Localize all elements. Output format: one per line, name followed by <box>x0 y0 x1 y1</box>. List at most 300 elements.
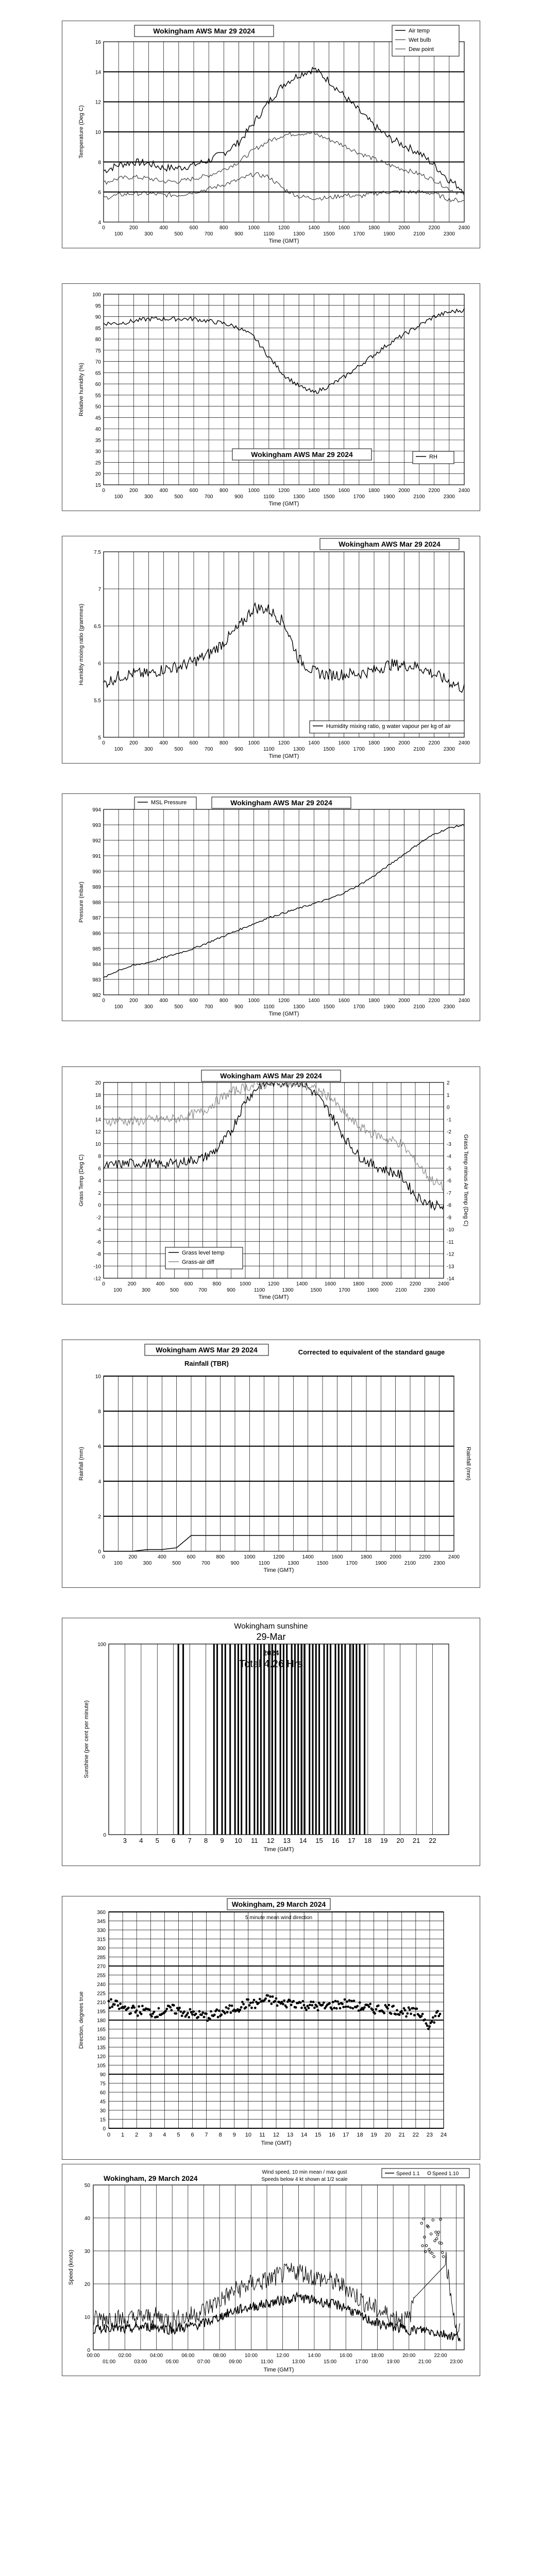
x-tick-label: 17:00 <box>355 2359 368 2365</box>
sunshine-bar <box>216 1644 218 1835</box>
x-tick-label: 1200 <box>267 1281 280 1287</box>
direction-point <box>363 2006 366 2009</box>
x-tick-label: 0 <box>102 1281 105 1287</box>
x-tick-label: 200 <box>129 740 138 746</box>
y-tick-label: 75 <box>99 2081 106 2087</box>
x-tick-label: 200 <box>129 488 138 494</box>
x-tick-label: 900 <box>230 1561 240 1566</box>
y2-tick-label: 0 <box>447 1105 450 1111</box>
x-tick-label: 05:00 <box>165 2359 179 2365</box>
x-tick-label: 1500 <box>323 1004 335 1010</box>
direction-point <box>115 2000 118 2003</box>
direction-point <box>348 1999 351 2002</box>
x-tick-label: 1800 <box>368 740 380 746</box>
x-tick-label: 500 <box>170 1287 179 1293</box>
direction-point <box>304 2007 307 2009</box>
y-tick-label: 16 <box>95 1105 101 1111</box>
y2-tick-label: -7 <box>447 1190 451 1196</box>
wind-direction-chart-panel <box>62 1896 480 2160</box>
chart-title: Wokingham AWS Mar 29 2024 <box>251 450 353 459</box>
sunshine-bar <box>241 1644 242 1835</box>
x-axis-label: Time (GMT) <box>268 1011 299 1017</box>
direction-point <box>369 2003 371 2005</box>
direction-point <box>301 2000 304 2003</box>
y-tick-label: 70 <box>95 359 101 365</box>
chart-subtitle: Rainfall (TBR) <box>184 1360 229 1367</box>
direction-point <box>339 2007 342 2010</box>
x-tick-label: 4 <box>139 1837 143 1844</box>
sunshine-bar <box>275 1644 276 1835</box>
x-tick-label: 1300 <box>293 494 305 500</box>
gust-marker <box>436 2234 438 2236</box>
x-tick-label: 2100 <box>395 1287 407 1293</box>
direction-point <box>387 2004 390 2006</box>
direction-point <box>108 2000 110 2003</box>
x-tick-label: 200 <box>127 1281 137 1287</box>
direction-point <box>432 2016 434 2019</box>
x-tick-label: 7 <box>205 2132 208 2138</box>
x-tick-label: 1200 <box>273 1554 285 1560</box>
y-tick-label: 255 <box>97 1973 106 1979</box>
y2-axis-label: Grass Temp minus Air Temp (Deg C) <box>463 1134 469 1227</box>
x-tick-label: 2200 <box>428 225 440 231</box>
direction-point <box>205 2012 208 2015</box>
direction-point <box>242 2003 245 2006</box>
x-tick-label: 700 <box>204 494 213 500</box>
direction-point <box>224 2012 226 2014</box>
sunshine-bar <box>330 1644 331 1835</box>
x-tick-label: 1500 <box>316 1561 329 1566</box>
direction-point <box>299 2002 302 2004</box>
y-tick-label: 45 <box>99 2099 106 2105</box>
y-axis-label: Rainfall (mm) <box>78 1447 84 1481</box>
direction-point <box>156 2015 159 2018</box>
y-tick-label: 0 <box>98 1202 101 1209</box>
y-tick-label: -6 <box>96 1239 101 1245</box>
y-tick-label: 7 <box>98 587 101 592</box>
x-tick-label: 900 <box>234 494 243 500</box>
wind-speed-chart-panel <box>62 2164 480 2376</box>
mixing-ratio-chart <box>62 536 480 763</box>
x-tick-label: 16 <box>331 1837 340 1844</box>
y-tick-label: 992 <box>92 838 101 844</box>
x-tick-label: 2100 <box>413 231 425 237</box>
legend-entry: Grass-air diff <box>182 1259 214 1265</box>
direction-point <box>344 1998 346 2001</box>
x-tick-label: 900 <box>234 747 243 752</box>
x-tick-label: 700 <box>198 1287 207 1293</box>
y-tick-label: 982 <box>92 993 101 998</box>
direction-point <box>398 2013 401 2016</box>
x-tick-label: 1600 <box>338 225 350 231</box>
y-tick-label: 315 <box>97 1937 106 1943</box>
x-tick-label: 1000 <box>248 225 260 231</box>
chart-note: Corrected to equivalent of the standard gauge <box>298 1348 445 1356</box>
x-tick-label: 18 <box>357 2132 363 2138</box>
x-tick-label: 0 <box>107 2132 111 2138</box>
x-tick-label: 2400 <box>458 740 470 746</box>
x-tick-label: 1100 <box>263 494 275 500</box>
direction-point <box>170 2009 173 2011</box>
x-tick-label: 100 <box>114 231 123 237</box>
sunshine-bar <box>312 1644 314 1835</box>
y-tick-label: 360 <box>97 1910 106 1916</box>
y-tick-label: 5 <box>98 735 101 741</box>
x-axis-label: Time (GMT) <box>268 753 299 759</box>
direction-point <box>353 1999 356 2002</box>
x-tick-label: 1800 <box>368 225 380 231</box>
chart-total: Total 4.26 Hrs <box>239 1658 303 1670</box>
y2-tick-label: -5 <box>447 1166 451 1172</box>
legend-entry: Speed 1.1 <box>396 2171 420 2177</box>
sunshine-bar <box>297 1644 299 1835</box>
y-tick-label: 4 <box>98 220 101 226</box>
x-tick-label: 2100 <box>413 494 425 500</box>
y-tick-label: 8 <box>98 1154 101 1160</box>
x-tick-label: 14 <box>301 2132 308 2138</box>
direction-point <box>259 1998 261 2001</box>
y-tick-label: 18 <box>95 1092 101 1098</box>
sunshine-bar <box>294 1644 296 1835</box>
x-tick-label: 2 <box>135 2132 139 2138</box>
direction-point <box>358 2009 360 2012</box>
y2-tick-label: -13 <box>447 1264 454 1270</box>
chart-note: Wind speed, 10 min mean / max gust <box>262 2170 347 2175</box>
direction-point <box>215 2008 218 2011</box>
x-tick-label: 1600 <box>331 1554 343 1560</box>
x-tick-label: 1400 <box>296 1281 308 1287</box>
y-tick-label: 8 <box>98 160 101 166</box>
y-tick-label: 345 <box>97 1919 106 1925</box>
x-tick-label: 18 <box>364 1837 372 1844</box>
sunshine-bar <box>324 1644 325 1835</box>
direction-point <box>420 2015 423 2018</box>
x-tick-label: 22:00 <box>434 2353 447 2359</box>
y-axis-label: Temperature (Deg C) <box>78 105 84 159</box>
direction-point <box>200 2013 203 2016</box>
direction-point <box>336 2001 339 2003</box>
direction-point <box>409 2008 411 2011</box>
y-tick-label: 30 <box>95 449 101 455</box>
direction-point <box>187 2012 189 2014</box>
y-tick-label: 20 <box>95 471 101 478</box>
y-tick-label: 7.5 <box>94 550 101 555</box>
x-tick-label: 2400 <box>458 488 470 494</box>
x-tick-label: 12 <box>267 1837 275 1844</box>
y2-tick-label: -3 <box>447 1141 451 1147</box>
x-tick-label: 8 <box>218 2132 222 2138</box>
direction-point <box>337 2003 340 2005</box>
sunshine-bar <box>291 1644 293 1835</box>
temperature-chart-panel <box>62 21 480 248</box>
x-tick-label: 1300 <box>293 747 305 752</box>
direction-point <box>230 2011 232 2014</box>
x-tick-label: 200 <box>129 998 138 1004</box>
y-tick-label: 240 <box>97 1982 106 1988</box>
y-tick-label: 135 <box>97 2045 106 2051</box>
direction-point <box>239 2009 242 2011</box>
x-tick-label: 1700 <box>346 1561 358 1566</box>
direction-point <box>272 1995 274 1998</box>
direction-point <box>251 2001 254 2004</box>
x-tick-label: 1800 <box>360 1554 373 1560</box>
x-tick-label: 700 <box>204 1004 213 1010</box>
sunshine-bar <box>246 1644 247 1835</box>
chart-subtitle: 5 minute mean wind direction <box>245 1915 313 1921</box>
direction-point <box>350 2000 353 2003</box>
x-tick-label: 1800 <box>352 1281 365 1287</box>
x-tick-label: 600 <box>189 740 198 746</box>
sunshine-bar <box>272 1644 273 1835</box>
direction-point <box>127 2007 130 2009</box>
x-tick-label: 500 <box>174 494 183 500</box>
x-tick-label: 8 <box>204 1837 208 1844</box>
chart-title: Wokingham, 29 March 2024 <box>231 1900 326 1908</box>
sunshine-bar <box>301 1644 302 1835</box>
x-tick-label: 17 <box>343 2132 349 2138</box>
y-tick-label: 75 <box>95 348 101 354</box>
x-tick-label: 1 <box>121 2132 125 2138</box>
direction-point <box>426 2024 429 2027</box>
direction-point <box>427 2028 430 2030</box>
y-tick-label: 6 <box>98 1166 101 1172</box>
x-tick-label: 1400 <box>308 998 320 1004</box>
y-tick-label: 984 <box>92 962 101 968</box>
x-tick-label: 1100 <box>263 231 275 237</box>
x-tick-label: 400 <box>157 1554 166 1560</box>
direction-point <box>342 2006 345 2008</box>
x-tick-label: 1500 <box>310 1287 322 1293</box>
x-tick-label: 2300 <box>443 494 455 500</box>
y2-tick-label: 1 <box>447 1092 450 1098</box>
y-tick-label: 60 <box>95 382 101 388</box>
x-tick-label: 2300 <box>443 1004 455 1010</box>
x-tick-label: 1800 <box>368 998 380 1004</box>
direction-point <box>371 2009 374 2011</box>
chart-title: Wokingham AWS Mar 29 2024 <box>156 1346 258 1354</box>
direction-point <box>349 2006 352 2009</box>
x-tick-label: 400 <box>159 998 168 1004</box>
x-tick-label: 24 <box>440 2132 447 2138</box>
x-tick-label: 10:00 <box>244 2353 258 2359</box>
direction-point <box>258 2002 260 2004</box>
wind-direction-chart <box>62 1896 480 2159</box>
x-tick-label: 200 <box>129 225 138 231</box>
gust-marker <box>434 2240 436 2242</box>
direction-point <box>300 2007 303 2009</box>
y2-tick-label: -11 <box>447 1239 454 1245</box>
direction-point <box>124 2005 126 2008</box>
x-tick-label: 2400 <box>458 225 470 231</box>
y-tick-label: 80 <box>95 337 101 343</box>
y-tick-label: 50 <box>84 2183 90 2189</box>
x-tick-label: 800 <box>219 740 228 746</box>
x-tick-label: 9 <box>220 1837 224 1844</box>
direction-point <box>390 2012 393 2015</box>
direction-point <box>253 1999 256 2002</box>
direction-point <box>231 2005 233 2007</box>
direction-point <box>374 2012 376 2015</box>
x-tick-label: 1100 <box>253 1287 265 1293</box>
direction-point <box>269 1995 272 1998</box>
sunshine-bar <box>182 1644 184 1835</box>
direction-point <box>150 2015 153 2018</box>
direction-point <box>282 2003 284 2006</box>
y2-tick-label: -2 <box>447 1129 451 1135</box>
y-tick-label: 10 <box>95 130 101 135</box>
y-tick-label: 10 <box>95 1141 101 1147</box>
y-tick-label: 991 <box>92 854 101 859</box>
x-tick-label: 400 <box>156 1281 165 1287</box>
x-tick-label: 300 <box>143 1561 152 1566</box>
temperature-chart <box>62 21 480 248</box>
gust-marker <box>433 2256 435 2258</box>
x-tick-label: 500 <box>174 231 183 237</box>
direction-point <box>250 2007 253 2009</box>
x-tick-label: 1700 <box>339 1287 350 1293</box>
y-tick-label: 225 <box>97 1991 106 1997</box>
direction-point <box>254 2007 257 2009</box>
humidity-chart-panel <box>62 283 480 511</box>
x-tick-label: 4 <box>163 2132 166 2138</box>
direction-point <box>400 2010 403 2012</box>
direction-point <box>148 2008 151 2011</box>
x-tick-label: 1900 <box>383 1004 395 1010</box>
plot-frame <box>93 2185 464 2350</box>
direction-point <box>281 2001 283 2003</box>
y2-tick-label: -6 <box>447 1178 451 1184</box>
rainfall-chart <box>62 1340 480 1587</box>
direction-point <box>198 2010 201 2013</box>
direction-point <box>236 2008 239 2011</box>
y-tick-label: 30 <box>99 2108 106 2114</box>
direction-point <box>292 2000 295 2003</box>
x-tick-label: 2000 <box>398 225 410 231</box>
x-tick-label: 3 <box>149 2132 153 2138</box>
y-tick-label: 10 <box>95 1374 101 1380</box>
direction-point <box>431 2021 433 2023</box>
direction-point <box>396 2009 398 2012</box>
direction-point <box>119 2003 122 2005</box>
sunshine-bar <box>286 1644 288 1835</box>
x-tick-label: 700 <box>201 1561 210 1566</box>
y-tick-label: -2 <box>96 1215 101 1221</box>
direction-point <box>317 2009 319 2012</box>
x-tick-label: 2100 <box>413 1004 425 1010</box>
y-tick-label: 285 <box>97 1955 106 1961</box>
y-tick-label: 5.5 <box>94 698 101 704</box>
gust-marker <box>435 2231 437 2233</box>
x-tick-label: 2400 <box>458 998 470 1004</box>
sunshine-bar <box>352 1644 354 1835</box>
y-axis-label: Relative humidity (%) <box>78 363 84 416</box>
x-tick-label: 19 <box>370 2132 377 2138</box>
sunshine-bar <box>318 1644 320 1835</box>
direction-point <box>275 1997 278 2000</box>
y-tick-label: 16 <box>95 40 101 45</box>
y-tick-label: 95 <box>95 303 101 309</box>
sunshine-bar <box>327 1644 328 1835</box>
x-tick-label: 1700 <box>353 231 365 237</box>
x-tick-label: 600 <box>187 1554 196 1560</box>
direction-point <box>401 2012 404 2015</box>
x-tick-label: 1400 <box>308 225 320 231</box>
legend-entry: Dew point <box>409 46 434 53</box>
y-tick-label: 4 <box>98 1479 101 1485</box>
y-axis-label: Speed (knots) <box>68 2249 74 2285</box>
y-tick-label: 994 <box>92 807 101 813</box>
sunshine-bar <box>222 1644 223 1835</box>
x-tick-label: 20:00 <box>402 2353 416 2359</box>
x-tick-label: 2100 <box>404 1561 416 1566</box>
direction-point <box>201 2011 204 2014</box>
direction-point <box>164 2010 167 2012</box>
x-tick-label: 1300 <box>288 1561 299 1566</box>
y-tick-label: 300 <box>97 1946 106 1952</box>
y-tick-label: 985 <box>92 946 101 952</box>
direction-point <box>303 2004 306 2007</box>
direction-point <box>375 2008 378 2011</box>
direction-point <box>113 2003 116 2006</box>
x-tick-label: 14 <box>299 1837 307 1844</box>
direction-point <box>267 1994 269 1997</box>
x-tick-label: 2200 <box>428 998 440 1004</box>
direction-point <box>189 2008 192 2011</box>
direction-point <box>188 2016 190 2019</box>
direction-point <box>209 2018 211 2020</box>
y-tick-label: 55 <box>95 393 101 399</box>
direction-point <box>413 2014 416 2016</box>
y2-tick-label: 2 <box>447 1080 450 1086</box>
y2-tick-label: -10 <box>447 1227 454 1233</box>
direction-point <box>180 2010 182 2013</box>
x-tick-label: 2400 <box>437 1281 450 1287</box>
x-tick-label: 1100 <box>258 1561 270 1566</box>
mixing-ratio-chart-panel <box>62 536 480 764</box>
x-tick-label: 1000 <box>244 1554 256 1560</box>
y-tick-label: 30 <box>84 2249 90 2255</box>
direction-point <box>313 2007 316 2009</box>
y-axis-label: Grass Temp (Deg C) <box>78 1154 84 1207</box>
y-tick-label: 0 <box>98 1549 101 1555</box>
x-tick-label: 0 <box>102 225 105 231</box>
direction-point <box>416 2008 418 2010</box>
direction-point <box>206 2020 209 2022</box>
sunshine-chart <box>62 1618 480 1866</box>
y-tick-label: 12 <box>95 1129 101 1135</box>
legend-entry: Air temp <box>409 28 430 34</box>
direction-point <box>138 2005 140 2008</box>
y-tick-label: 40 <box>95 427 101 433</box>
x-tick-label: 04:00 <box>150 2353 163 2359</box>
y-tick-label: 2 <box>98 1190 101 1196</box>
y-tick-label: 2 <box>98 1514 101 1520</box>
y-tick-label: 6 <box>98 190 101 196</box>
y-tick-label: 12 <box>95 99 101 106</box>
y-tick-label: 987 <box>92 916 101 921</box>
x-tick-label: 1200 <box>278 225 290 231</box>
sunshine-bar <box>280 1644 281 1835</box>
y-axis-label: Sunshine (per cent per minute) <box>83 1700 90 1778</box>
x-tick-label: 100 <box>114 494 123 500</box>
direction-point <box>424 2019 426 2021</box>
x-tick-label: 1900 <box>383 231 395 237</box>
x-tick-label: 3 <box>123 1837 127 1844</box>
direction-point <box>165 2008 168 2010</box>
y-tick-label: 990 <box>92 869 101 875</box>
direction-point <box>323 2002 325 2004</box>
x-tick-label: 2200 <box>428 488 440 494</box>
